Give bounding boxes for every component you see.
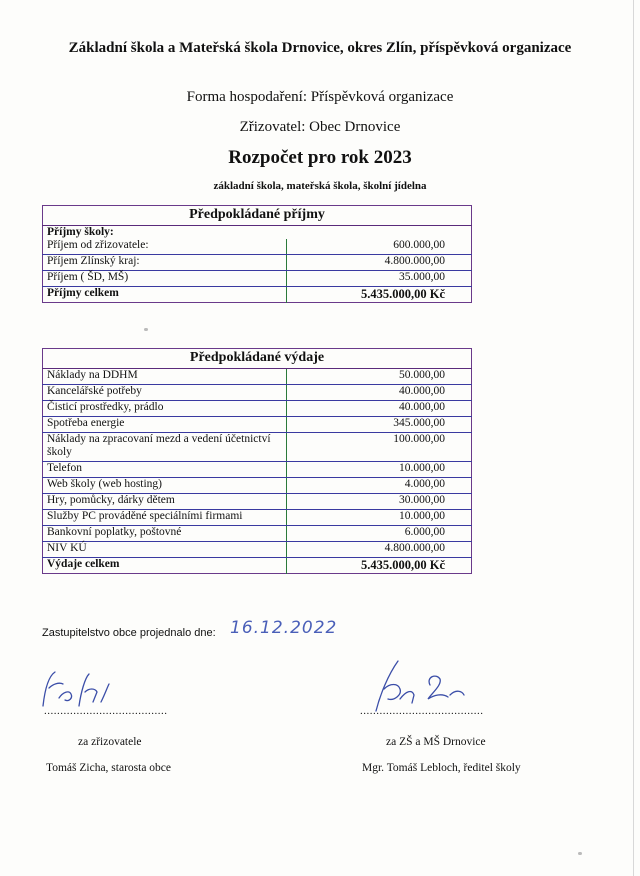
total-value: 5.435.000,00 Kč [360, 287, 445, 301]
table-row [43, 462, 472, 478]
row-value: 4.800.000,00 [287, 542, 472, 558]
row-label: Náklady na zpracovaní mezd a vedení účetnictví školy [43, 433, 287, 462]
row-label: Náklady na DDHM [43, 369, 287, 385]
expenses-heading: Předpokládané výdaje [43, 349, 472, 369]
revenue-section-label: Příjmy školy: [47, 226, 114, 238]
row-value: 4.800.000,00 [287, 255, 472, 271]
left-signatory-role: za zřizovatele [78, 736, 142, 748]
table-row [43, 239, 472, 255]
budget-title: Rozpočet pro rok 2023 [228, 147, 412, 168]
row-label: Bankovní poplatky, poštovné [43, 526, 287, 542]
table-row [43, 478, 472, 494]
row-value: 6.000,00 [287, 526, 472, 542]
row-label: Čisticí prostředky, prádlo [43, 401, 287, 417]
table-row [43, 494, 472, 510]
table-row [43, 401, 472, 417]
row-value: 10.000,00 [287, 462, 472, 478]
table-row [43, 417, 472, 433]
revenue-heading: Předpokládané příjmy [43, 206, 472, 226]
total-label: Výdaje celkem [43, 558, 287, 574]
right-signatory-name: Mgr. Tomáš Lebloch, ředitel školy [362, 762, 521, 774]
scan-speck [144, 328, 148, 331]
row-label: Spotřeba energie [43, 417, 287, 433]
management-form: Forma hospodaření: Příspěvková organizace [186, 89, 454, 105]
total-row [43, 287, 472, 303]
table-row [43, 271, 472, 287]
expenses-table [42, 348, 472, 574]
row-label: Kancelářské potřeby [43, 385, 287, 401]
row-label: NIV KÚ [43, 542, 287, 558]
row-value: 30.000,00 [287, 494, 472, 510]
table-row [43, 510, 472, 526]
row-value: 40.000,00 [287, 385, 472, 401]
table-row [43, 255, 472, 271]
row-value: 100.000,00 [287, 433, 472, 462]
total-value: 5.435.000,00 Kč [360, 558, 445, 572]
budget-subtitle: základní škola, mateřská škola, školní jídelna [213, 180, 427, 192]
scan-speck [578, 852, 582, 855]
row-value: 40.000,00 [287, 401, 472, 417]
row-value: 10.000,00 [287, 510, 472, 526]
row-value: 35.000,00 [287, 271, 472, 287]
row-label: Web školy (web hosting) [43, 478, 287, 494]
organization-title: Základní škola a Mateřská škola Drnovice, okres Zlín, příspěvková organizace [68, 40, 572, 56]
row-label: Příjem ( ŠD, MŠ) [43, 271, 287, 287]
signature-line-right: ...................................... [360, 705, 484, 717]
row-label: Příjem od zřizovatele: [43, 239, 287, 255]
row-label: Služby PC prováděné speciálními firmami [43, 510, 287, 526]
approval-label: Zastupitelstvo obce projednalo dne: [42, 627, 216, 639]
left-signatory-name: Tomáš Zicha, starosta obce [46, 762, 172, 774]
row-label: Příjem Zlínský kraj: [43, 255, 287, 271]
right-signatory-role: za ZŠ a MŠ Drnovice [386, 736, 486, 748]
row-value: 50.000,00 [287, 369, 472, 385]
table-row [43, 526, 472, 542]
table-row [43, 542, 472, 558]
row-label: Telefon [43, 462, 287, 478]
total-row [43, 558, 472, 574]
approval-date-handwritten: 16.12.2022 [230, 618, 338, 638]
row-label: Hry, pomůcky, dárky dětem [43, 494, 287, 510]
signature-line-left: ...................................... [44, 705, 168, 717]
scan-edge [633, 0, 634, 876]
founder: Zřizovatel: Obec Drnovice [239, 119, 401, 135]
table-row [43, 385, 472, 401]
revenue-table [42, 205, 472, 303]
table-row [43, 369, 472, 385]
row-value: 600.000,00 [287, 239, 472, 255]
table-row [43, 433, 472, 462]
row-value: 4.000,00 [287, 478, 472, 494]
total-label: Příjmy celkem [43, 287, 287, 303]
row-value: 345.000,00 [287, 417, 472, 433]
